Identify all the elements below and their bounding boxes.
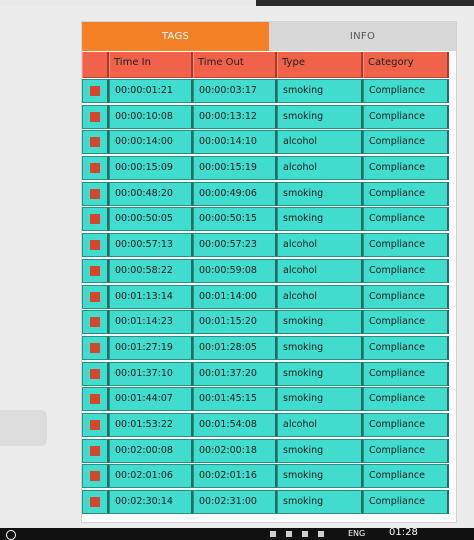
clock[interactable]: 01:28 [389,527,418,538]
row-marker[interactable] [82,464,109,488]
language-indicator[interactable]: ENG [348,529,366,538]
row-marker[interactable] [82,413,109,437]
category-cell[interactable]: Compliance [363,490,449,514]
row-marker[interactable] [82,156,109,180]
table-row[interactable] [82,489,449,515]
tab-tags[interactable]: TAGS [82,22,269,51]
table-row[interactable] [82,104,449,130]
header-category[interactable]: Category [363,52,449,78]
time-in-cell[interactable]: 00:00:10:08 [109,105,193,129]
time-out-cell[interactable]: 00:00:03:17 [193,79,277,103]
time-out-cell[interactable]: 00:00:14:10 [193,130,277,154]
category-cell[interactable]: Compliance [363,439,449,463]
category-cell[interactable]: Compliance [363,156,449,180]
time-out-cell[interactable]: 00:01:54:08 [193,413,277,437]
table-body [82,78,449,515]
table-row[interactable] [82,386,449,412]
category-cell[interactable]: Compliance [363,79,449,103]
category-cell[interactable]: Compliance [363,336,449,360]
header-marker[interactable] [82,52,109,78]
time-out-cell[interactable]: 00:00:50:15 [193,207,277,231]
tags-table [82,52,449,515]
time-in-cell[interactable]: 00:02:00:08 [109,439,193,463]
time-out-cell[interactable]: 00:00:57:23 [193,233,277,257]
top-dark-strip [256,0,474,6]
category-cell[interactable]: Compliance [363,362,449,386]
time-out-cell[interactable]: 00:01:28:05 [193,336,277,360]
category-cell[interactable]: Compliance [363,285,449,309]
marker-square-icon [90,214,100,224]
category-cell[interactable]: Compliance [363,310,449,334]
header-time-in[interactable]: Time In [109,52,193,78]
time-out-cell[interactable]: 00:00:15:19 [193,156,277,180]
time-out-cell[interactable]: 00:02:00:18 [193,439,277,463]
row-marker[interactable] [82,285,109,309]
time-in-cell[interactable]: 00:01:44:07 [109,387,193,411]
row-marker[interactable] [82,207,109,231]
type-cell[interactable]: smoking [277,439,363,463]
type-cell[interactable]: smoking [277,182,363,206]
type-cell[interactable]: alcohol [277,130,363,154]
row-marker[interactable] [82,182,109,206]
side-panel-handle[interactable] [0,410,47,446]
category-cell[interactable]: Compliance [363,182,449,206]
start-icon[interactable] [6,530,16,540]
tray-icon[interactable] [270,531,276,537]
type-cell[interactable]: alcohol [277,413,363,437]
row-marker[interactable] [82,233,109,257]
time-in-cell[interactable]: 00:00:01:21 [109,79,193,103]
category-cell[interactable]: Compliance [363,464,449,488]
time-out-cell[interactable]: 00:01:37:20 [193,362,277,386]
marker-square-icon [90,86,100,96]
time-out-cell[interactable]: 00:00:59:08 [193,259,277,283]
table-row[interactable] [82,155,449,181]
type-cell[interactable]: smoking [277,207,363,231]
table-row[interactable] [82,412,449,438]
category-cell[interactable]: Compliance [363,259,449,283]
table-row[interactable] [82,335,449,361]
time-in-cell[interactable]: 00:01:37:10 [109,362,193,386]
time-in-cell[interactable]: 00:01:53:22 [109,413,193,437]
type-cell[interactable]: alcohol [277,156,363,180]
time-in-cell[interactable]: 00:01:13:14 [109,285,193,309]
tab-bar [82,22,456,51]
time-out-cell[interactable]: 00:01:45:15 [193,387,277,411]
header-time-out[interactable]: Time Out [193,52,277,78]
row-marker[interactable] [82,259,109,283]
row-marker[interactable] [82,439,109,463]
category-cell[interactable]: Compliance [363,130,449,154]
category-cell[interactable]: Compliance [363,207,449,231]
type-cell[interactable]: smoking [277,79,363,103]
marker-square-icon [90,189,100,199]
tray-icon[interactable] [318,531,324,537]
table-row[interactable] [82,129,449,155]
table-row[interactable] [82,78,449,104]
row-marker[interactable] [82,105,109,129]
type-cell[interactable]: smoking [277,464,363,488]
type-cell[interactable]: smoking [277,362,363,386]
time-in-cell[interactable]: 00:02:01:06 [109,464,193,488]
time-in-cell[interactable]: 00:00:15:09 [109,156,193,180]
time-out-cell[interactable]: 00:01:14:00 [193,285,277,309]
time-in-cell[interactable]: 00:00:58:22 [109,259,193,283]
row-marker[interactable] [82,490,109,514]
table-row[interactable] [82,258,449,284]
marker-square-icon [90,112,100,122]
row-marker[interactable] [82,362,109,386]
time-out-cell[interactable]: 00:02:01:16 [193,464,277,488]
tags-panel [81,21,457,523]
table-row[interactable] [82,181,449,207]
time-in-cell[interactable]: 00:00:48:20 [109,182,193,206]
table-header [82,52,449,78]
marker-square-icon [90,163,100,173]
category-cell[interactable]: Compliance [363,105,449,129]
marker-square-icon [90,137,100,147]
table-row[interactable] [82,361,449,387]
time-in-cell[interactable]: 00:01:14:23 [109,310,193,334]
marker-square-icon [90,471,100,481]
marker-square-icon [90,369,100,379]
time-out-cell[interactable]: 00:00:49:06 [193,182,277,206]
time-in-cell[interactable]: 00:00:50:05 [109,207,193,231]
type-cell[interactable]: alcohol [277,233,363,257]
system-tray [270,531,350,537]
row-marker[interactable] [82,336,109,360]
table-row[interactable] [82,284,449,310]
row-marker[interactable] [82,130,109,154]
table-row[interactable] [82,463,449,489]
type-cell[interactable]: smoking [277,105,363,129]
marker-square-icon [90,446,100,456]
type-cell[interactable]: smoking [277,336,363,360]
row-marker[interactable] [82,310,109,334]
table-row[interactable] [82,206,449,232]
tray-icon[interactable] [302,531,308,537]
type-cell[interactable]: smoking [277,310,363,334]
time-in-cell[interactable]: 00:01:27:19 [109,336,193,360]
table-row[interactable] [82,232,449,258]
marker-square-icon [90,343,100,353]
type-cell[interactable]: alcohol [277,259,363,283]
marker-square-icon [90,240,100,250]
marker-square-icon [90,317,100,327]
marker-square-icon [90,292,100,302]
category-cell[interactable]: Compliance [363,413,449,437]
tab-info[interactable]: INFO [269,22,456,51]
type-cell[interactable]: smoking [277,387,363,411]
marker-square-icon [90,266,100,276]
time-out-cell[interactable]: 00:02:31:00 [193,490,277,514]
window-top-bar [0,0,474,6]
header-type[interactable]: Type [277,52,363,78]
category-cell[interactable]: Compliance [363,233,449,257]
table-row[interactable] [82,438,449,464]
time-in-cell[interactable]: 00:00:14:00 [109,130,193,154]
type-cell[interactable]: smoking [277,490,363,514]
time-out-cell[interactable]: 00:00:13:12 [193,105,277,129]
taskbar [0,528,474,540]
category-cell[interactable]: Compliance [363,387,449,411]
marker-square-icon [90,420,100,430]
time-in-cell[interactable]: 00:00:57:13 [109,233,193,257]
tray-icon[interactable] [286,531,292,537]
time-out-cell[interactable]: 00:01:15:20 [193,310,277,334]
marker-square-icon [90,497,100,507]
table-row[interactable] [82,309,449,335]
marker-square-icon [90,394,100,404]
time-in-cell[interactable]: 00:02:30:14 [109,490,193,514]
row-marker[interactable] [82,79,109,103]
row-marker[interactable] [82,387,109,411]
type-cell[interactable]: alcohol [277,285,363,309]
